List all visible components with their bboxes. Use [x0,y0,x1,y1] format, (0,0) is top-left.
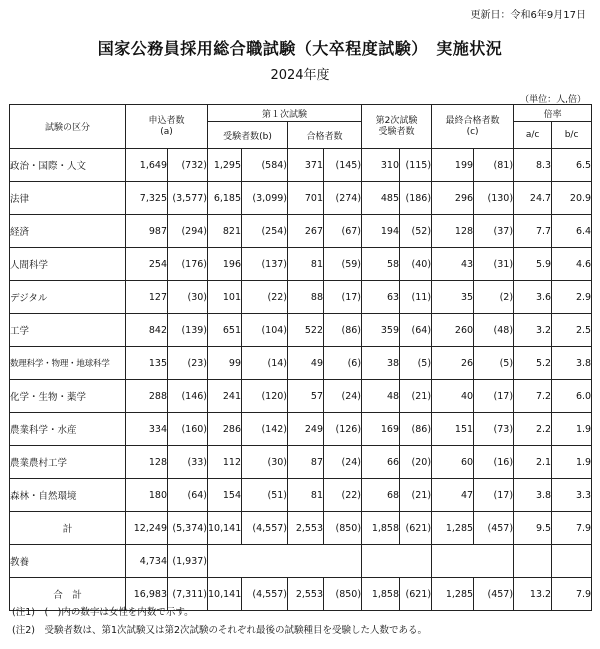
subtotal-label: 計 [10,512,126,545]
cell-final: 43 [432,248,474,281]
cell-applicants: 180 [126,479,168,512]
cell-examinees: 196 [208,248,242,281]
cell-second-female: (21) [400,479,432,512]
cell-final-female: (37) [474,215,514,248]
cell-examinees-female: (254) [242,215,288,248]
cell-passers: 522 [288,314,324,347]
cell-second-female: (115) [400,149,432,182]
table-row [10,380,592,413]
cell-examinees-female: (4,557) [242,578,288,611]
table-row [10,281,592,314]
cell-applicants-female: (139) [168,314,208,347]
cell-examinees-female: (30) [242,446,288,479]
cell-final-female: (16) [474,446,514,479]
total-label: 合 計 [10,578,126,611]
empty-cell [362,545,432,578]
cell-examinees: 101 [208,281,242,314]
cell-examinees-female: (4,557) [242,512,288,545]
cell-ratio-bc: 4.6 [552,248,592,281]
cell-passers: 87 [288,446,324,479]
cell-applicants-female: (5,374) [168,512,208,545]
cell-applicants-female: (64) [168,479,208,512]
cell-second-female: (40) [400,248,432,281]
cell-second: 63 [362,281,400,314]
cell-final-female: (48) [474,314,514,347]
cell-final: 47 [432,479,474,512]
cell-applicants: 1,649 [126,149,168,182]
cell-passers-female: (24) [324,380,362,413]
subtotal-row [10,512,592,545]
cell-passers-female: (145) [324,149,362,182]
cell-applicants: 987 [126,215,168,248]
updated-date: 更新日：令和6年9月17日 [470,10,586,21]
table-row [10,248,592,281]
cell-second: 194 [362,215,400,248]
cell-ratio-bc: 2.5 [552,314,592,347]
empty-cell [552,545,592,578]
note-1: (注1) ( )内の数字は女性を内数で示す。 [12,607,194,618]
cell-examinees-female: (137) [242,248,288,281]
cell-second-female: (86) [400,413,432,446]
cell-second: 1,858 [362,578,400,611]
cell-second-female: (186) [400,182,432,215]
cell-passers-female: (126) [324,413,362,446]
row-category: 法律 [10,182,126,215]
cell-ratio-ac: 5.2 [514,347,552,380]
cell-final-female: (130) [474,182,514,215]
cell-applicants-female: (160) [168,413,208,446]
cell-applicants-female: (30) [168,281,208,314]
cell-final: 260 [432,314,474,347]
cell-examinees: 10,141 [208,512,242,545]
cell-applicants: 288 [126,380,168,413]
cell-ratio-ac: 13.2 [514,578,552,611]
header-examinees: 受験者数(b) [208,122,288,149]
cell-final: 35 [432,281,474,314]
cell-passers: 57 [288,380,324,413]
cell-examinees: 112 [208,446,242,479]
cell-ratio-bc: 3.8 [552,347,592,380]
cell-second-female: (20) [400,446,432,479]
table-row [10,479,592,512]
cell-applicants: 842 [126,314,168,347]
cell-applicants-female: (23) [168,347,208,380]
header-second-exam: 第2次試験 受験者数 [362,105,432,149]
cell-examinees: 241 [208,380,242,413]
cell-second: 359 [362,314,400,347]
cell-passers: 267 [288,215,324,248]
cell-examinees: 99 [208,347,242,380]
cell-examinees-female: (3,099) [242,182,288,215]
cell-second-female: (621) [400,512,432,545]
header-applicants: 申込者数 (a) [126,105,208,149]
cell-second: 485 [362,182,400,215]
cell-final-female: (2) [474,281,514,314]
cell-ratio-ac: 24.7 [514,182,552,215]
row-category: 教養 [10,545,126,578]
cell-ratio-bc: 6.4 [552,215,592,248]
cell-ratio-bc: 6.0 [552,380,592,413]
empty-cell [514,545,552,578]
cell-passers: 2,553 [288,578,324,611]
cell-applicants: 7,325 [126,182,168,215]
cell-final: 128 [432,215,474,248]
cell-examinees-female: (142) [242,413,288,446]
cell-ratio-ac: 9.5 [514,512,552,545]
cell-ratio-bc: 7.9 [552,512,592,545]
table-row [10,347,592,380]
cell-ratio-bc: 2.9 [552,281,592,314]
cell-final: 40 [432,380,474,413]
cell-second-female: (52) [400,215,432,248]
cell-examinees-female: (120) [242,380,288,413]
cell-passers: 81 [288,479,324,512]
cell-passers: 249 [288,413,324,446]
year-subtitle: 2024年度 [270,68,330,83]
row-category: 政治・国際・人文 [10,149,126,182]
unit-note: （単位：人,倍） [520,95,586,105]
cell-applicants-female: (3,577) [168,182,208,215]
cell-final-female: (73) [474,413,514,446]
cell-passers: 49 [288,347,324,380]
cell-examinees: 651 [208,314,242,347]
cell-ratio-ac: 5.9 [514,248,552,281]
row-category: 農業科学・水産 [10,413,126,446]
cell-passers-female: (86) [324,314,362,347]
cell-examinees: 286 [208,413,242,446]
cell-applicants: 254 [126,248,168,281]
cell-final: 1,285 [432,578,474,611]
cell-examinees-female: (104) [242,314,288,347]
cell-passers-female: (67) [324,215,362,248]
cell-applicants: 12,249 [126,512,168,545]
cell-ratio-ac: 2.2 [514,413,552,446]
cell-final-female: (17) [474,380,514,413]
cell-ratio-ac: 3.2 [514,314,552,347]
header-ratio: 倍率 [514,105,592,122]
cell-second: 66 [362,446,400,479]
header-ratio-ac: a/c [514,122,552,149]
cell-passers-female: (6) [324,347,362,380]
cell-examinees-female: (51) [242,479,288,512]
cell-applicants-female: (294) [168,215,208,248]
cell-ratio-ac: 3.6 [514,281,552,314]
cell-final: 296 [432,182,474,215]
cell-passers-female: (24) [324,446,362,479]
cell-second: 169 [362,413,400,446]
cell-final: 26 [432,347,474,380]
results-table [9,104,592,611]
cell-second-female: (621) [400,578,432,611]
table-row [10,215,592,248]
cell-passers-female: (274) [324,182,362,215]
cell-examinees: 154 [208,479,242,512]
cell-applicants: 127 [126,281,168,314]
row-category: 工学 [10,314,126,347]
cell-ratio-bc: 6.5 [552,149,592,182]
cell-ratio-bc: 3.3 [552,479,592,512]
cell-applicants-female: (176) [168,248,208,281]
header-category: 試験の区分 [10,105,126,149]
cell-passers: 88 [288,281,324,314]
cell-examinees-female: (584) [242,149,288,182]
cell-ratio-bc: 1.9 [552,446,592,479]
row-category: 化学・生物・薬学 [10,380,126,413]
empty-cell [432,545,514,578]
table-row [10,182,592,215]
cell-ratio-ac: 8.3 [514,149,552,182]
table-row [10,314,592,347]
cell-final: 60 [432,446,474,479]
cell-applicants: 334 [126,413,168,446]
cell-passers: 2,553 [288,512,324,545]
row-category: デジタル [10,281,126,314]
cell-examinees-female: (14) [242,347,288,380]
cell-second: 1,858 [362,512,400,545]
cell-second: 310 [362,149,400,182]
cell-passers-female: (22) [324,479,362,512]
cell-examinees-female: (22) [242,281,288,314]
cell-ratio-bc: 20.9 [552,182,592,215]
cell-final-female: (31) [474,248,514,281]
cell-ratio-ac: 7.2 [514,380,552,413]
row-category: 森林・自然環境 [10,479,126,512]
cell-applicants: 16,983 [126,578,168,611]
kyoyo-row [10,545,592,578]
header-final-passers: 最終合格者数 (c) [432,105,514,149]
cell-final: 1,285 [432,512,474,545]
table-row [10,413,592,446]
header-passers: 合格者数 [288,122,362,149]
cell-passers-female: (850) [324,512,362,545]
cell-final-female: (17) [474,479,514,512]
cell-second-female: (11) [400,281,432,314]
cell-second: 68 [362,479,400,512]
row-category: 数理科学・物理・地球科学 [10,347,126,380]
page-title: 国家公務員採用総合職試験（大卒程度試験） 実施状況 [97,39,503,58]
cell-second-female: (21) [400,380,432,413]
cell-examinees: 10,141 [208,578,242,611]
cell-final-female: (457) [474,512,514,545]
cell-final: 199 [432,149,474,182]
cell-examinees: 1,295 [208,149,242,182]
cell-applicants: 4,734 [126,545,168,578]
row-category: 農業農村工学 [10,446,126,479]
cell-ratio-ac: 3.8 [514,479,552,512]
cell-second-female: (5) [400,347,432,380]
cell-final: 151 [432,413,474,446]
cell-passers-female: (59) [324,248,362,281]
cell-passers: 81 [288,248,324,281]
table-row [10,149,592,182]
cell-applicants-female: (732) [168,149,208,182]
cell-passers-female: (17) [324,281,362,314]
cell-passers: 701 [288,182,324,215]
cell-applicants-female: (146) [168,380,208,413]
cell-passers: 371 [288,149,324,182]
note-2: (注2) 受験者数は、第1次試験又は第2次試験のそれぞれ最後の試験種目を受験した人数である。 [12,625,428,636]
cell-ratio-ac: 2.1 [514,446,552,479]
cell-second: 38 [362,347,400,380]
cell-applicants-female: (7,311) [168,578,208,611]
row-category: 経済 [10,215,126,248]
cell-applicants-female: (33) [168,446,208,479]
empty-cell [208,545,362,578]
cell-second: 58 [362,248,400,281]
header-ratio-bc: b/c [552,122,592,149]
cell-ratio-bc: 1.9 [552,413,592,446]
cell-second-female: (64) [400,314,432,347]
cell-applicants: 128 [126,446,168,479]
cell-ratio-ac: 7.7 [514,215,552,248]
cell-final-female: (81) [474,149,514,182]
cell-ratio-bc: 7.9 [552,578,592,611]
cell-passers-female: (850) [324,578,362,611]
cell-examinees: 821 [208,215,242,248]
header-first-exam: 第１次試験 [208,105,362,122]
cell-examinees: 6,185 [208,182,242,215]
cell-applicants: 135 [126,347,168,380]
cell-final-female: (457) [474,578,514,611]
table-row [10,446,592,479]
cell-applicants-female: (1,937) [168,545,208,578]
row-category: 人間科学 [10,248,126,281]
cell-final-female: (5) [474,347,514,380]
cell-second: 48 [362,380,400,413]
